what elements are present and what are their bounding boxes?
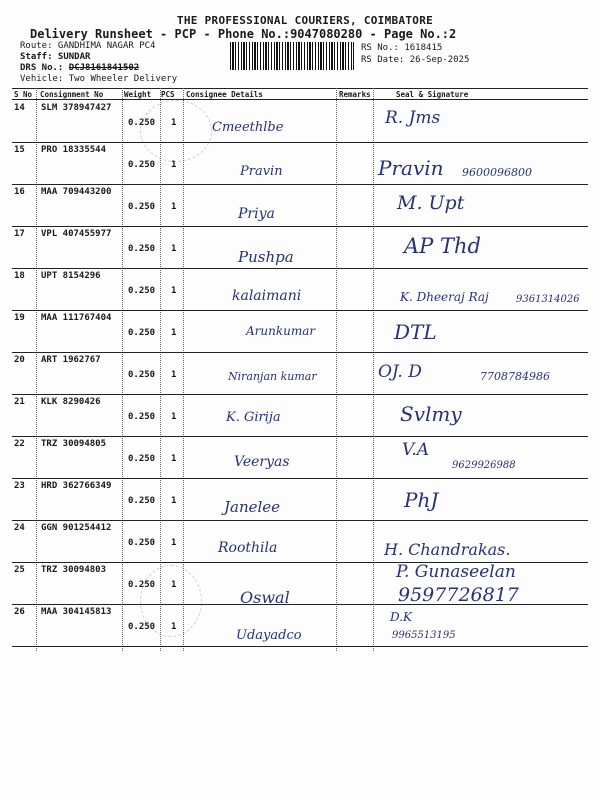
signature-handwriting: P. Gunaseelan <box>396 562 516 582</box>
phone-handwriting: 9597726817 <box>398 584 519 606</box>
consignment-number: KLK 8290426 <box>41 397 101 407</box>
phone-handwriting: 9361314026 <box>516 294 580 305</box>
table-row <box>12 394 588 437</box>
pcs-value: 1 <box>171 622 177 632</box>
weight-value: 0.250 <box>128 328 156 338</box>
signature-handwriting: OJ. D <box>378 362 422 382</box>
pcs-value: 1 <box>171 496 177 506</box>
table-row <box>12 520 588 563</box>
col-header-consignment: Consignment No <box>40 90 104 99</box>
pcs-value: 1 <box>171 118 177 128</box>
drs-value: DCJ8161841502 <box>68 63 140 73</box>
weight-value: 0.250 <box>128 496 156 506</box>
rs-date: RS Date: 26-Sep-2025 <box>361 55 470 65</box>
weight-value: 0.250 <box>128 454 156 464</box>
signature-handwriting: Pravin <box>378 156 444 180</box>
serial-number: 15 <box>14 145 25 155</box>
table-top-rule <box>12 88 588 89</box>
weight-value: 0.250 <box>128 118 156 128</box>
route-label: Route: GANDHIMA NAGAR PC4 <box>20 41 156 51</box>
pcs-value: 1 <box>171 412 177 422</box>
weight-value: 0.250 <box>128 622 156 632</box>
pcs-value: 1 <box>171 328 177 338</box>
consignment-number: SLM 378947427 <box>41 103 112 113</box>
pcs-value: 1 <box>171 538 177 548</box>
vehicle-label: Vehicle: Two Wheeler Delivery <box>20 74 178 84</box>
consignment-number: HRD 362766349 <box>41 481 112 491</box>
serial-number: 26 <box>14 607 25 617</box>
consignee-handwriting: Cmeethlbe <box>212 120 284 135</box>
consignment-number: MAA 709443200 <box>41 187 112 197</box>
col-header-remarks: Remarks <box>339 90 371 99</box>
weight-value: 0.250 <box>128 538 156 548</box>
signature-handwriting: V.A <box>402 440 429 460</box>
barcode <box>230 42 354 70</box>
pcs-value: 1 <box>171 580 177 590</box>
serial-number: 14 <box>14 103 25 113</box>
signature-handwriting: DTL <box>394 320 437 344</box>
consignee-handwriting: Roothila <box>218 540 278 556</box>
consignment-number: VPL 407455977 <box>41 229 112 239</box>
consignment-number: MAA 304145813 <box>41 607 112 617</box>
signature-handwriting: R. Jms <box>385 108 441 128</box>
table-row <box>12 478 588 521</box>
table-row <box>12 142 588 185</box>
company-title: THE PROFESSIONAL COURIERS, COIMBATORE <box>176 14 434 27</box>
consignment-number: TRZ 30094803 <box>41 565 107 575</box>
table-row <box>12 604 588 647</box>
table-row <box>12 310 588 353</box>
phone-handwriting: 9629926988 <box>452 460 516 471</box>
table-row <box>12 268 588 311</box>
signature-handwriting: PhJ <box>404 488 439 512</box>
signature-handwriting: M. Upt <box>397 192 465 214</box>
weight-value: 0.250 <box>128 580 156 590</box>
stamp-mark <box>140 565 202 637</box>
serial-number: 17 <box>14 229 25 239</box>
consignment-number: ART 1962767 <box>41 355 101 365</box>
phone-handwriting: 9965513195 <box>392 630 456 641</box>
phone-handwriting: 9600096800 <box>462 166 532 179</box>
staff-label: Staff: SUNDAR <box>20 52 91 62</box>
pcs-value: 1 <box>171 454 177 464</box>
col-header-consignee: Consignee Details <box>186 90 263 99</box>
consignee-handwriting: Oswal <box>240 588 290 607</box>
table-row <box>12 226 588 269</box>
table-row <box>12 100 588 143</box>
consignee-handwriting: Udayadco <box>236 628 302 643</box>
col-header-sno: S No <box>14 90 33 99</box>
runsheet-subtitle: Delivery Runsheet - PCP - Phone No.:9047080280 - Page No.:2 <box>30 27 457 41</box>
weight-value: 0.250 <box>128 244 156 254</box>
serial-number: 25 <box>14 565 25 575</box>
weight-value: 0.250 <box>128 370 156 380</box>
consignee-handwriting: Janelee <box>224 498 281 516</box>
signature-handwriting: H. Chandrakas. <box>384 540 511 559</box>
pcs-value: 1 <box>171 286 177 296</box>
weight-value: 0.250 <box>128 286 156 296</box>
col-header-seal: Seal & Signature <box>396 90 469 99</box>
weight-value: 0.250 <box>128 202 156 212</box>
pcs-value: 1 <box>171 160 177 170</box>
serial-number: 19 <box>14 313 25 323</box>
consignment-number: PRO 18335544 <box>41 145 107 155</box>
consignee-handwriting: Veeryas <box>234 454 290 470</box>
stamp-mark <box>140 100 212 162</box>
table-row <box>12 436 588 479</box>
consignment-number: UPT 8154296 <box>41 271 101 281</box>
drs-label: DRS No.: <box>20 63 64 73</box>
serial-number: 24 <box>14 523 25 533</box>
col-header-pcs: PCS <box>161 90 175 99</box>
consignee-handwriting: Pushpa <box>238 248 294 266</box>
serial-number: 23 <box>14 481 25 491</box>
consignment-number: TRZ 30094805 <box>41 439 107 449</box>
pcs-value: 1 <box>171 370 177 380</box>
serial-number: 22 <box>14 439 25 449</box>
weight-value: 0.250 <box>128 412 156 422</box>
consignment-number: MAA 111767404 <box>41 313 112 323</box>
phone-handwriting: 7708784986 <box>480 370 550 383</box>
pcs-value: 1 <box>171 244 177 254</box>
signature-handwriting: K. Dheeraj Raj <box>400 290 489 304</box>
signature-handwriting: D.K <box>390 610 412 624</box>
table-row <box>12 352 588 395</box>
serial-number: 16 <box>14 187 25 197</box>
table-row <box>12 562 588 605</box>
consignee-handwriting: Arunkumar <box>246 324 316 338</box>
consignee-handwriting: Pravin <box>240 164 283 179</box>
serial-number: 21 <box>14 397 25 407</box>
pcs-value: 1 <box>171 202 177 212</box>
table-row <box>12 184 588 227</box>
rs-number: RS No.: 1618415 <box>361 43 443 53</box>
consignee-handwriting: K. Girija <box>226 410 281 425</box>
consignee-handwriting: Priya <box>238 206 275 222</box>
drs-number <box>20 63 139 73</box>
weight-value: 0.250 <box>128 160 156 170</box>
serial-number: 20 <box>14 355 25 365</box>
col-header-weight: Weight <box>124 90 152 99</box>
signature-handwriting: Svlmy <box>400 402 462 426</box>
serial-number: 18 <box>14 271 25 281</box>
signature-handwriting: AP Thd <box>404 234 481 258</box>
consignee-handwriting: kalaimani <box>232 288 302 304</box>
consignment-number: GGN 901254412 <box>41 523 112 533</box>
consignee-handwriting: Niranjan kumar <box>228 370 317 383</box>
